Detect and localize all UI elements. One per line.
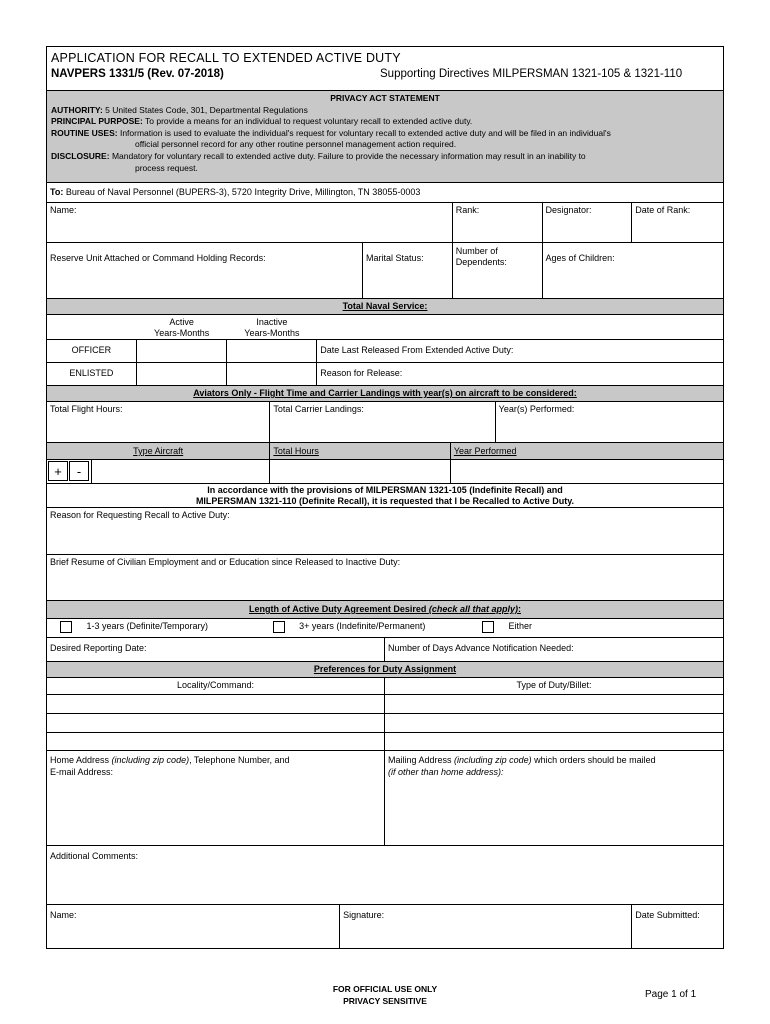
option-indefinite-checkbox[interactable] (273, 621, 285, 633)
home-address-field[interactable] (47, 751, 385, 845)
to-label: To: (50, 187, 64, 197)
preference-row (47, 714, 723, 733)
col-year-performed: Year Performed (453, 446, 517, 456)
mailing-address-label: Mailing Address (388, 755, 455, 765)
billet-input-1[interactable] (385, 695, 723, 713)
agreement-title-note: (check all that apply) (428, 604, 518, 614)
mailing-address-field[interactable] (385, 751, 723, 845)
aviators-header (47, 386, 723, 402)
locality-header: Locality/Command: (47, 678, 385, 694)
naval-service-title: Total Naval Service: (342, 301, 428, 311)
rank-field[interactable] (453, 203, 543, 242)
purpose-label: PRINCIPAL PURPOSE: (51, 116, 143, 127)
officer-row (47, 340, 723, 363)
aviators-title: Aviators Only - Flight Time and Carrier Landings with year(s) on aircraft to be considered: (193, 388, 577, 398)
naval-service-header (47, 299, 723, 315)
type-aircraft-input[interactable] (92, 460, 270, 483)
agreement-title (47, 601, 723, 618)
reporting-date-label: Desired Reporting Date: (50, 643, 147, 653)
date-of-rank-label: Date of Rank: (635, 205, 691, 215)
carrier-landings-field[interactable] (270, 402, 495, 442)
notification-days-label: Number of Days Advance Notification Needed: (388, 643, 574, 653)
year-performed-input[interactable] (451, 460, 723, 483)
comments-field[interactable] (47, 846, 723, 904)
option-either-label: Either (508, 621, 532, 632)
signature-row (47, 905, 723, 948)
preference-row (47, 733, 723, 751)
agreement-header (47, 601, 723, 619)
flight-hours-field[interactable] (47, 402, 270, 442)
locality-input-1[interactable] (47, 695, 385, 713)
col-type-aircraft: Type Aircraft (47, 443, 270, 459)
locality-input-3[interactable] (47, 733, 385, 750)
form-id: NAVPERS 1331/5 (Rev. 07-2018) (51, 68, 224, 80)
page-number: Page 1 of 1 (645, 989, 697, 1000)
add-row-button[interactable]: + (48, 461, 68, 481)
enlisted-active-field[interactable] (137, 363, 227, 385)
supporting-directives: Supporting Directives MILPERSMAN 1321-105 & 1321-110 (380, 68, 683, 80)
aircraft-entry-row (47, 460, 723, 484)
request-statement-line2: MILPERSMAN 1321-110 (Definite Recall), it is requested that I be Recalled to Active Duty. (195, 496, 575, 506)
form-title: APPLICATION FOR RECALL TO EXTENDED ACTIVE DUTY (51, 51, 401, 65)
enlisted-row (47, 363, 723, 386)
home-address-label: Home Address (50, 755, 112, 765)
preference-row (47, 695, 723, 714)
disclosure-text-cont: process request. (135, 162, 198, 173)
authority-text: 5 United States Code, 301, Departmental Regulations (105, 104, 308, 115)
date-released-field[interactable] (317, 340, 723, 362)
officer-label: OFFICER (47, 340, 137, 362)
option-definite-checkbox[interactable] (60, 621, 72, 633)
request-statement-row (47, 484, 723, 508)
address-row (47, 751, 723, 846)
signature-label: Signature: (343, 910, 385, 920)
home-address-label-cont: , Telephone Number, and (189, 755, 290, 765)
footer-fouo: FOR OFFICIAL USE ONLY (332, 984, 438, 994)
mailing-address-label-cont: which orders should be mailed (531, 755, 656, 765)
signer-name-field[interactable] (47, 905, 340, 948)
authority-label: AUTHORITY: (51, 104, 103, 115)
disclosure-text: Mandatory for voluntary recall to extended active duty. Failure to provide the necessary information may result in an inability to (111, 150, 586, 161)
purpose-text: To provide a means for an individual to request voluntary recall to extended active duty. (145, 116, 473, 127)
reserve-unit-field[interactable] (47, 243, 363, 298)
name-field[interactable] (47, 203, 453, 242)
reserve-unit-label: Reserve Unit Attached or Command Holding Records: (50, 253, 266, 263)
agreement-title-end: : (517, 604, 521, 614)
request-statement-line1: In accordance with the provisions of MILPERSMAN 1321-105 (Indefinite Recall) and (207, 485, 563, 495)
preferences-col-header (47, 678, 723, 695)
billet-header: Type of Duty/Billet: (516, 680, 592, 690)
to-cell (47, 183, 723, 202)
option-indefinite-label: 3+ years (Indefinite/Permanent) (299, 621, 426, 632)
privacy-title: PRIVACY ACT STATEMENT (330, 93, 440, 103)
reporting-date-field[interactable] (47, 638, 385, 661)
flight-hours-label: Total Flight Hours: (50, 404, 123, 414)
total-hours-input[interactable] (270, 460, 450, 483)
comments-row (47, 846, 723, 905)
designator-label: Designator: (545, 205, 592, 215)
option-definite-label: 1-3 years (Definite/Temporary) (86, 621, 209, 632)
mailing-address-note-2: (if other than home address): (388, 767, 504, 777)
years-performed-field[interactable] (496, 402, 723, 442)
reason-label: Reason for Requesting Recall to Active Duty: (50, 510, 230, 520)
children-ages-field[interactable] (543, 243, 723, 298)
billet-input-2[interactable] (385, 714, 723, 732)
children-ages-label: Ages of Children: (545, 253, 615, 263)
inactive-header (227, 315, 318, 339)
reserve-unit-row (47, 243, 723, 299)
row-controls (47, 460, 92, 483)
uses-text: Information is used to evaluate the individual's request for voluntary recall to extended active duty and will be filed in an individual's (119, 127, 611, 138)
inactive-units: Years-Months (244, 328, 300, 338)
resume-field[interactable] (47, 555, 723, 600)
privacy-act-statement (47, 91, 723, 183)
officer-inactive-field[interactable] (227, 340, 318, 362)
option-either-checkbox[interactable] (482, 621, 494, 633)
carrier-landings-label: Total Carrier Landings: (273, 404, 364, 414)
dependents-label-2: Dependents: (455, 257, 507, 267)
signature-field[interactable] (340, 905, 632, 948)
name-rank-row (47, 203, 723, 243)
date-released-label: Date Last Released From Extended Active Duty: (320, 345, 514, 355)
uses-text-cont: official personnel record for any other routine personnel management action required. (135, 139, 457, 150)
dependents-field[interactable] (453, 243, 543, 298)
service-col-header (47, 315, 723, 340)
active-header (137, 315, 227, 339)
preferences-title: Preferences for Duty Assignment (313, 664, 457, 674)
enlisted-label: ENLISTED (47, 363, 137, 385)
officer-active-field[interactable] (137, 340, 227, 362)
flight-hours-row (47, 402, 723, 443)
uses-label: ROUTINE USES: (51, 127, 118, 138)
aircraft-table-header (47, 443, 723, 460)
agreement-options-row (47, 619, 723, 638)
mailing-address-note: (including zip code) (454, 755, 532, 765)
date-submitted-label: Date Submitted: (635, 910, 700, 920)
comments-label: Additional Comments: (50, 851, 139, 861)
form-header (47, 47, 723, 91)
rank-label: Rank: (455, 205, 480, 215)
name-label: Name: (50, 205, 77, 215)
reporting-row (47, 638, 723, 662)
disclosure-label: DISCLOSURE: (51, 150, 110, 161)
resume-label: Brief Resume of Civilian Employment and or Education since Released to Inactive Duty: (50, 557, 401, 567)
recall-application-form (46, 46, 724, 949)
active-label: Active (169, 317, 194, 327)
email-label: E-mail Address: (50, 767, 114, 777)
reason-row (47, 508, 723, 555)
notification-days-field[interactable] (385, 638, 723, 661)
dependents-label: Number of (455, 246, 498, 256)
enlisted-inactive-field[interactable] (227, 363, 318, 385)
home-address-note: (including zip code) (111, 755, 190, 765)
remove-row-button[interactable]: - (69, 461, 89, 481)
agreement-title-text: Length of Active Duty Agreement Desired (249, 604, 429, 614)
active-units: Years-Months (154, 328, 210, 338)
years-performed-label: Year(s) Performed: (498, 404, 575, 414)
to-address: Bureau of Naval Personnel (BUPERS-3), 5720 Integrity Drive, Millington, TN 38055-0003 (65, 187, 421, 197)
signer-name-label: Name: (50, 910, 77, 920)
resume-row (47, 555, 723, 601)
footer-privacy: PRIVACY SENSITIVE (343, 996, 427, 1006)
marital-status-label: Marital Status: (366, 253, 424, 263)
billet-input-3[interactable] (385, 733, 723, 750)
designator-field[interactable] (543, 203, 633, 242)
date-submitted-field[interactable] (632, 905, 723, 948)
preferences-header (47, 662, 723, 678)
agreement-options (47, 619, 723, 637)
reason-field[interactable] (47, 508, 723, 554)
to-row (47, 183, 723, 203)
request-statement (47, 484, 723, 507)
locality-input-2[interactable] (47, 714, 385, 732)
inactive-label: Inactive (256, 317, 288, 327)
date-of-rank-field[interactable] (632, 203, 723, 242)
reason-release-field[interactable] (317, 363, 723, 385)
reason-release-label: Reason for Release: (320, 368, 403, 378)
marital-status-field[interactable] (363, 243, 453, 298)
col-total-hours: Total Hours (270, 443, 450, 459)
